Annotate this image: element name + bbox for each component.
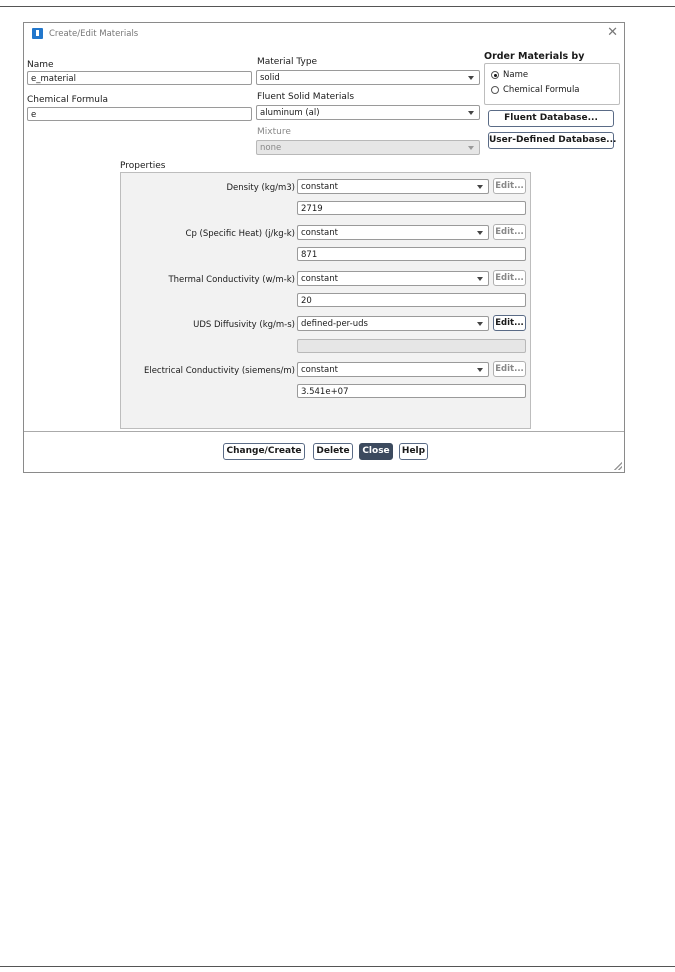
material-type-label: Material Type bbox=[257, 57, 318, 67]
help-button[interactable]: Help bbox=[399, 443, 428, 460]
change-create-button[interactable]: Change/Create bbox=[223, 443, 305, 460]
thermal-conductivity-method-dropdown[interactable] bbox=[297, 271, 489, 286]
chevron-down-icon bbox=[468, 146, 474, 150]
specific-heat-edit-button[interactable]: Edit... bbox=[493, 224, 526, 240]
uds-diffusivity-label: UDS Diffusivity (kg/m-s) bbox=[193, 320, 295, 330]
radio-selected-icon bbox=[491, 71, 499, 79]
specific-heat-method-value: constant bbox=[301, 228, 338, 238]
chevron-down-icon bbox=[477, 185, 483, 189]
delete-button[interactable]: Delete bbox=[313, 443, 353, 460]
close-icon[interactable]: ✕ bbox=[607, 25, 618, 40]
title-bar bbox=[24, 23, 624, 45]
create-edit-materials-dialog bbox=[23, 22, 625, 473]
properties-label: Properties bbox=[120, 161, 166, 171]
fluent-database-button[interactable]: Fluent Database... bbox=[488, 110, 614, 127]
chevron-down-icon bbox=[477, 322, 483, 326]
specific-heat-value-input[interactable]: 871 bbox=[297, 247, 526, 261]
chevron-down-icon bbox=[477, 368, 483, 372]
close-button[interactable]: Close bbox=[359, 443, 393, 460]
uds-diffusivity-method-value: defined-per-uds bbox=[301, 319, 368, 329]
electrical-conductivity-label: Electrical Conductivity (siemens/m) bbox=[143, 366, 295, 376]
thermal-conductivity-label: Thermal Conductivity (w/m-k) bbox=[168, 275, 295, 285]
order-by-name-radio[interactable] bbox=[491, 70, 528, 80]
chemical-formula-label: Chemical Formula bbox=[27, 95, 109, 105]
resize-grip-icon[interactable] bbox=[614, 462, 622, 470]
mixture-dropdown bbox=[256, 140, 480, 155]
chevron-down-icon bbox=[477, 277, 483, 281]
fluent-solid-materials-label: Fluent Solid Materials bbox=[257, 92, 355, 102]
fluent-solid-materials-dropdown[interactable] bbox=[256, 105, 480, 120]
fluent-app-icon bbox=[32, 28, 43, 39]
mixture-value: none bbox=[260, 143, 282, 153]
chevron-down-icon bbox=[477, 231, 483, 235]
material-type-dropdown[interactable] bbox=[256, 70, 480, 85]
specific-heat-method-dropdown[interactable] bbox=[297, 225, 489, 240]
density-edit-button[interactable]: Edit... bbox=[493, 178, 526, 194]
density-label: Density (kg/m3) bbox=[226, 183, 295, 193]
footer-separator bbox=[24, 431, 624, 432]
order-by-chemical-formula-radio[interactable] bbox=[491, 85, 580, 95]
chevron-down-icon bbox=[468, 76, 474, 80]
page-bottom-rule bbox=[0, 966, 675, 967]
dialog-title: Create/Edit Materials bbox=[49, 29, 139, 39]
electrical-conductivity-method-dropdown[interactable] bbox=[297, 362, 489, 377]
properties-panel bbox=[120, 172, 531, 429]
order-by-chemical-formula-label: Chemical Formula bbox=[503, 85, 580, 95]
page-top-rule bbox=[0, 6, 675, 7]
uds-diffusivity-method-dropdown[interactable] bbox=[297, 316, 489, 331]
order-materials-by-label: Order Materials by bbox=[484, 51, 585, 62]
fluent-solid-materials-value: aluminum (al) bbox=[260, 108, 320, 118]
material-type-value: solid bbox=[260, 73, 280, 83]
thermal-conductivity-edit-button[interactable]: Edit... bbox=[493, 270, 526, 286]
name-label: Name bbox=[27, 60, 54, 70]
uds-diffusivity-value-input bbox=[297, 339, 526, 353]
specific-heat-label: Cp (Specific Heat) (j/kg-k) bbox=[185, 229, 295, 239]
electrical-conductivity-edit-button[interactable]: Edit... bbox=[493, 361, 526, 377]
name-input[interactable]: e_material bbox=[27, 71, 252, 85]
thermal-conductivity-value-input[interactable]: 20 bbox=[297, 293, 526, 307]
user-defined-database-button[interactable]: User-Defined Database... bbox=[488, 132, 614, 149]
density-value-input[interactable]: 2719 bbox=[297, 201, 526, 215]
radio-unselected-icon bbox=[491, 86, 499, 94]
density-method-dropdown[interactable] bbox=[297, 179, 489, 194]
order-by-name-label: Name bbox=[503, 70, 529, 80]
thermal-conductivity-method-value: constant bbox=[301, 274, 338, 284]
electrical-conductivity-method-value: constant bbox=[301, 365, 338, 375]
electrical-conductivity-value-input[interactable]: 3.541e+07 bbox=[297, 384, 526, 398]
chemical-formula-input[interactable]: e bbox=[27, 107, 252, 121]
density-method-value: constant bbox=[301, 182, 338, 192]
mixture-label: Mixture bbox=[257, 127, 291, 137]
chevron-down-icon bbox=[468, 111, 474, 115]
uds-diffusivity-edit-button[interactable]: Edit... bbox=[493, 315, 526, 331]
